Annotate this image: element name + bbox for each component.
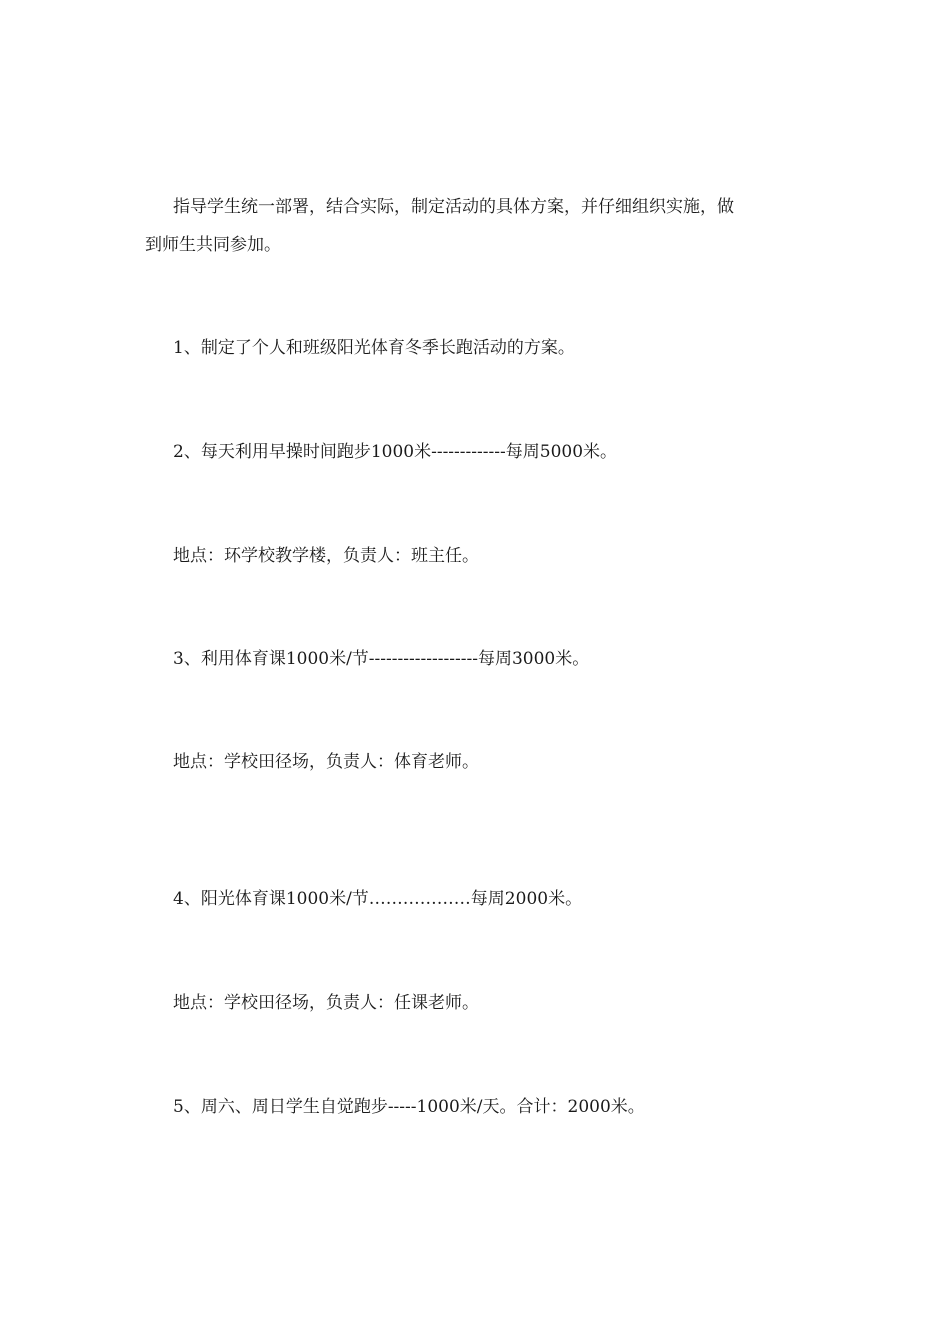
paragraph-intro-line-1: 指导学生统一部署，结合实际，制定活动的具体方案，并仔细组织实施，做: [173, 197, 734, 217]
list-item-4: 4、阳光体育课1000米/节………………每周2000米。: [173, 889, 583, 909]
list-item-2: 2、每天利用早操时间跑步1000米-------------每周5000米。: [173, 442, 618, 462]
list-item-5: 5、周六、周日学生自觉跑步-----1000米/天。合计：2000米。: [173, 1097, 645, 1117]
list-item-2-location: 地点：环学校教学楼，负责人：班主任。: [173, 546, 479, 566]
list-item-4-location: 地点：学校田径场，负责人：任课老师。: [173, 993, 479, 1013]
list-item-3: 3、利用体育课1000米/节-------------------每周3000米。: [173, 649, 590, 669]
list-item-1: 1、制定了个人和班级阳光体育冬季长跑活动的方案。: [173, 338, 575, 358]
paragraph-intro-line-2: 到师生共同参加。: [145, 235, 281, 255]
list-item-3-location: 地点：学校田径场，负责人：体育老师。: [173, 752, 479, 772]
